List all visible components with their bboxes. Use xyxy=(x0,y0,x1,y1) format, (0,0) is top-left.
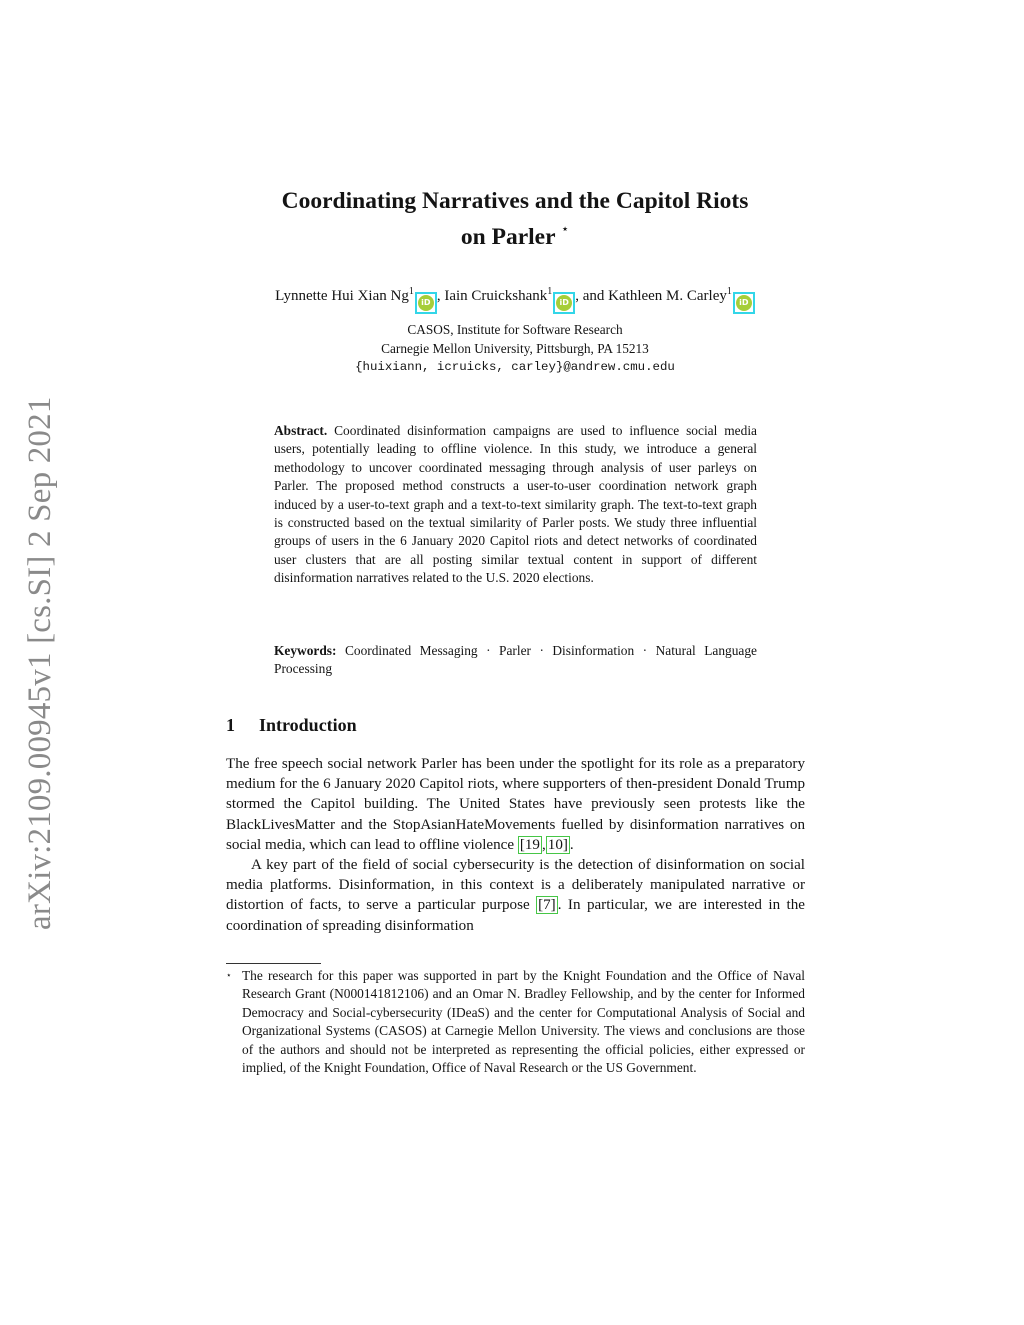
section-heading xyxy=(226,713,357,737)
affiliation-block xyxy=(260,320,770,377)
paragraph-1-end: . xyxy=(569,836,574,853)
section-body xyxy=(226,754,805,936)
paragraph-2 xyxy=(226,855,805,936)
title-line-2-text: on Parler xyxy=(460,223,556,250)
affiliation-university: Carnegie Mellon University, Pittsburgh, PA 15213 xyxy=(381,341,649,356)
arxiv-identifier-stamp[interactable]: arXiv:2109.00945v1 [cs.SI] 2 Sep 2021 xyxy=(22,396,58,930)
citation-link[interactable]: [19 xyxy=(519,836,540,853)
abstract xyxy=(274,422,757,588)
footnote-mark: ⋆ xyxy=(226,970,232,980)
citation-link[interactable]: [7] xyxy=(538,897,556,914)
author-separator: , and xyxy=(575,288,609,304)
orcid-icon: iD xyxy=(556,295,572,311)
section-title: Introduction xyxy=(259,715,357,735)
paragraph-2-end: . In particular, we are interested in the coordination of spreading disinformation xyxy=(226,897,805,934)
abstract-label: Abstract. xyxy=(274,423,328,438)
author-separator: , xyxy=(436,288,445,304)
author-affiliation-mark: 1 xyxy=(547,286,553,297)
author-name: Iain Cruickshank xyxy=(444,288,548,304)
title-line-2 xyxy=(180,216,850,252)
affiliation-institute: CASOS, Institute for Software Research xyxy=(407,322,623,337)
keywords-label: Keywords: xyxy=(274,643,337,658)
author-list xyxy=(200,281,830,314)
footnote xyxy=(226,967,805,1077)
keywords-text: Coordinated Messaging · Parler · Disinformation · Natural Language Processing xyxy=(274,643,757,677)
author-name: Kathleen M. Carley xyxy=(608,288,727,304)
orcid-link[interactable] xyxy=(553,292,575,314)
title-line-1: Coordinating Narratives and the Capitol Riots xyxy=(281,188,749,214)
paragraph-2-text: A key part of the field of social cybersecurity is the detection of disinformation on social media platforms. Disinformation, in this context is a deliberately manipulated narrative or distortion of facts, to serve a particular purpose xyxy=(226,857,805,914)
footnote-rule xyxy=(226,963,321,964)
footnote-text: The research for this paper was supported in part by the Knight Foundation and the Office of Naval Research Grant (N000141812106) and an Omar N. Bradley Fellowship, and by the center for Informed Democracy and Social-cybersecurity (IDeaS) and the center for Computational Analysis of Social and Organizational Systems (CASOS) at Carnegie Mellon University. The views and conclusions are those of the authors and should not be interpreted as representing the official policies, either expressed or implied, of the Knight Foundation, Office of Naval Research or the US Government. xyxy=(242,968,805,1076)
orcid-link[interactable] xyxy=(733,292,755,314)
author-affiliation-mark: 1 xyxy=(408,286,414,297)
keywords xyxy=(274,642,757,679)
paragraph-1-text: The free speech social network Parler has been under the spotlight for its role as a preparatory medium for the 6 January 2020 Capitol riots, where supporters of then-president Donald Trump stormed the Capitol building. The United States have previously seen protests like the BlackLivesMatter and the StopAsianHateMovements fuelled by disinformation narratives on social media, which can lead to offline violence xyxy=(226,756,805,853)
author-emails[interactable]: {huixiann, icruicks, carley}@andrew.cmu.edu xyxy=(355,360,675,374)
citation-separator: , xyxy=(541,836,546,853)
orcid-link[interactable] xyxy=(415,292,437,314)
citation-link[interactable]: 10] xyxy=(547,836,568,853)
title-footnote-mark[interactable]: ⋆ xyxy=(560,221,570,236)
paragraph-1 xyxy=(226,754,805,855)
section-number: 1 xyxy=(226,715,235,735)
orcid-icon: iD xyxy=(736,295,752,311)
author-affiliation-mark: 1 xyxy=(726,286,732,297)
author-name: Lynnette Hui Xian Ng xyxy=(275,288,409,304)
paper-title xyxy=(180,186,850,252)
orcid-icon: iD xyxy=(418,295,434,311)
abstract-text: Coordinated disinformation campaigns are used to influence social media users, potentially leading to offline violence. In this study, we introduce a general methodology to uncover coordinated messaging through analysis of user parleys on Parler. The proposed method constructs a user-to-user coordination network graph induced by a user-to-text graph and a text-to-text similarity graph. The text-to-text graph is constructed based on the textual similarity of Parler posts. We study three influential groups of users in the 6 January 2020 Capitol riots and detect networks of coordinated user clusters that are all posting similar textual content in support of different disinformation narratives related to the U.S. 2020 elections. xyxy=(274,423,757,586)
